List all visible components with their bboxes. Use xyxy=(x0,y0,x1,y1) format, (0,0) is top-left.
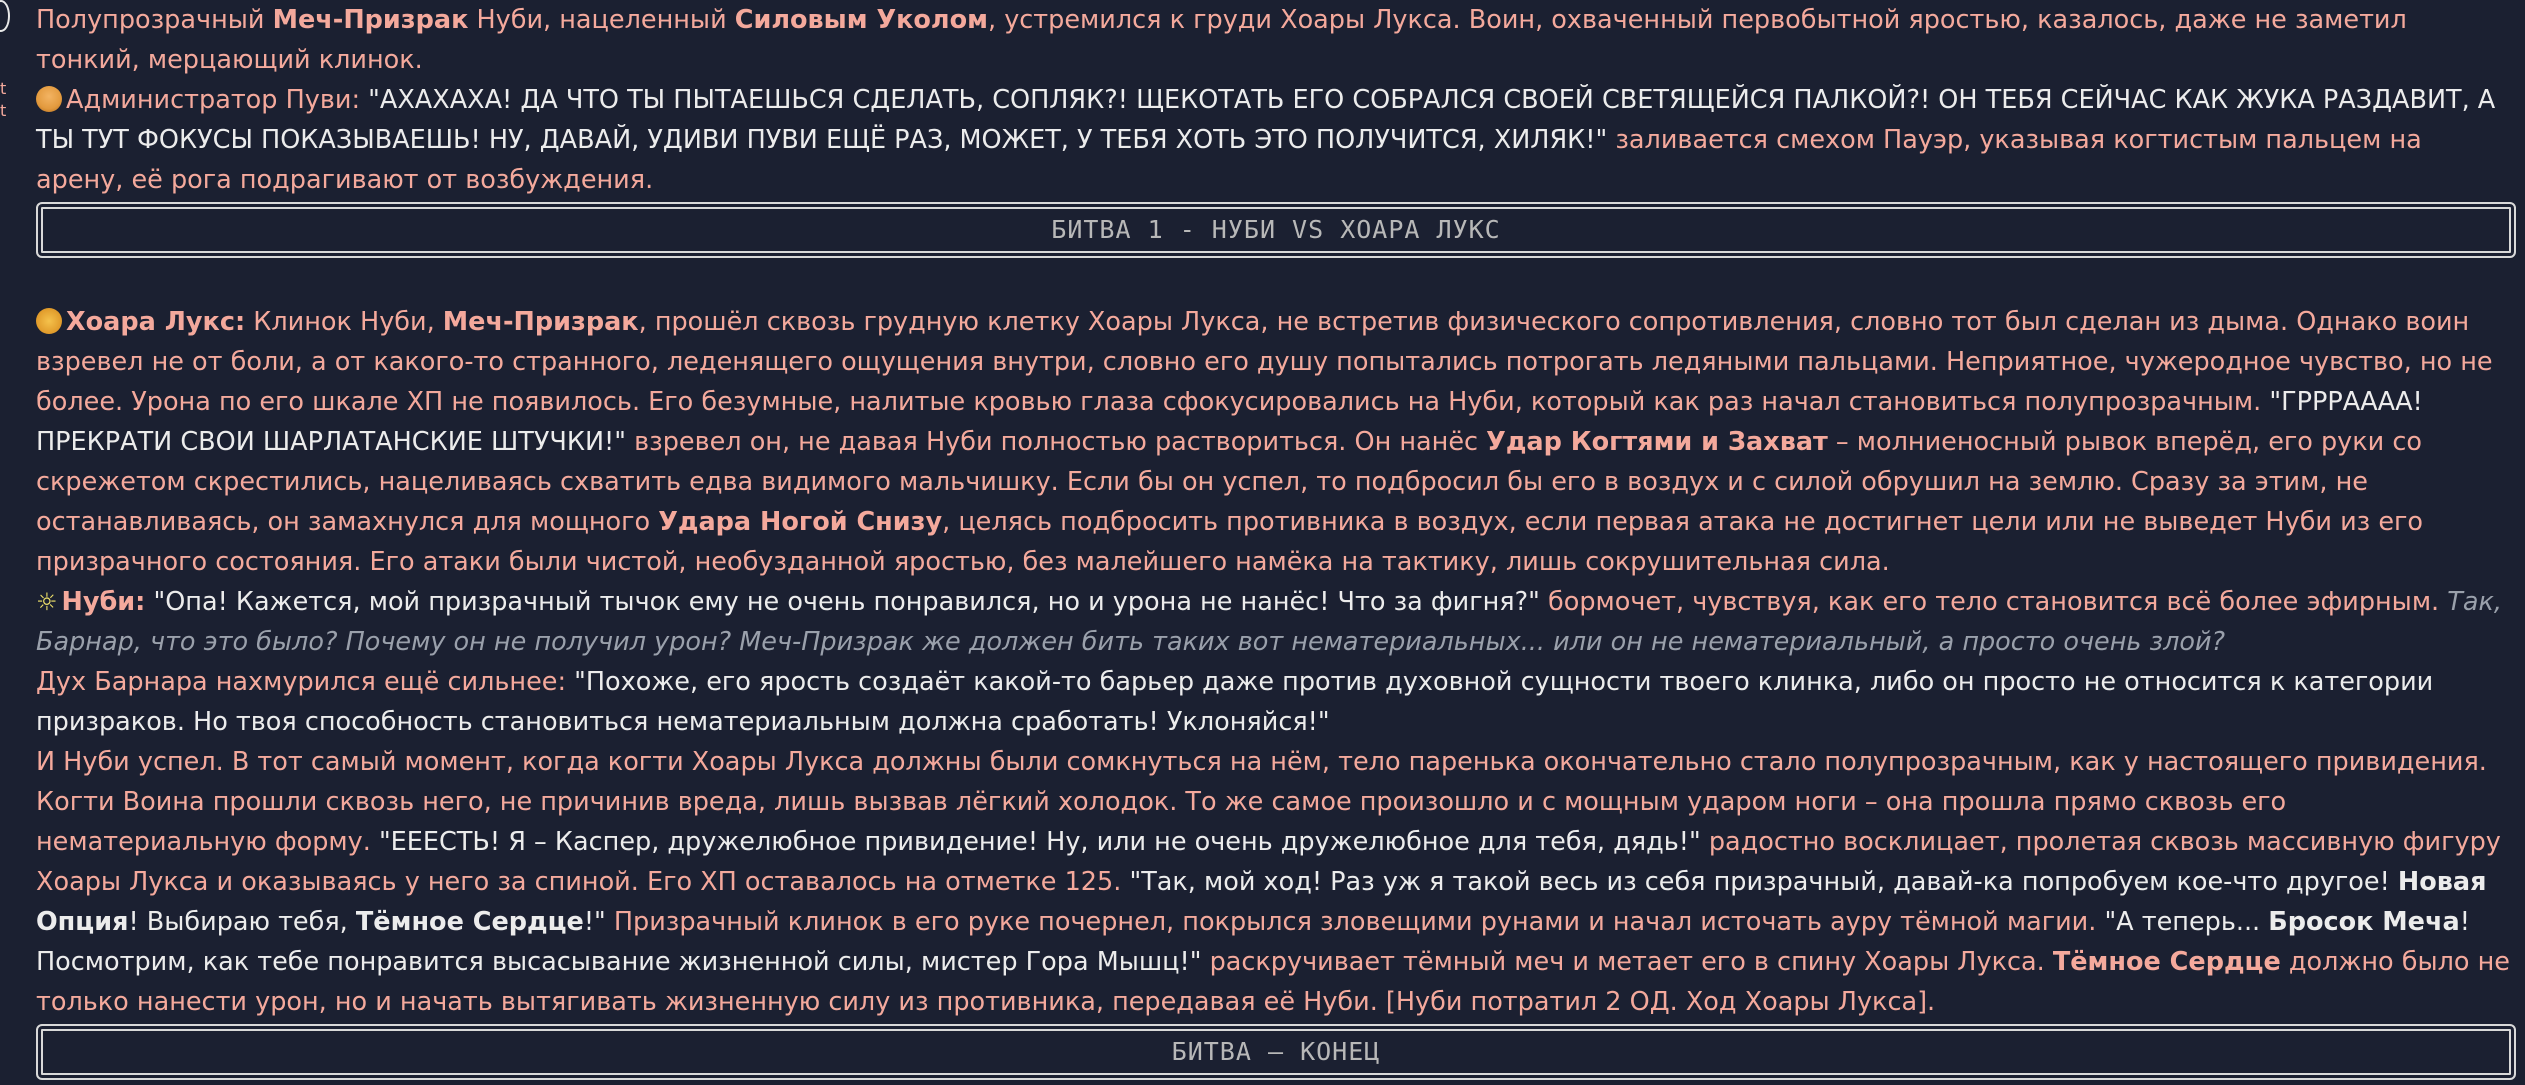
text: Клинок Нуби, xyxy=(245,307,443,337)
text: , целясь подбросить противника в воздух, если первая атака не достигнет цели или не выведет Нуби из его призрачного состояния. Его атаки были чистой, необузданной яростью, без малейшего намёка на тактику, лишь сокрушительная сила. xyxy=(36,507,2424,577)
speech: "Похоже, его ярость создаёт какой-то барьер даже против духовной сущности твоего клинка, либо он просто не относится к категории призраков. Но твоя способность становиться нематериальным должна сработать! Уклоняйся!" xyxy=(36,667,2434,737)
text: Полупрозрачный xyxy=(36,5,273,35)
sidebar-edge-marks: t t xyxy=(0,79,7,120)
hoara-message xyxy=(36,302,2516,582)
lion-face-icon xyxy=(36,308,62,334)
narration: заливается смехом Пауэр, указывая когтистым пальцем на арену, её рога подрагивают от возбуждения. xyxy=(36,125,2422,195)
narration: Дух Барнара нахмурился ещё сильнее: xyxy=(36,667,575,697)
speaker-name: Нуби: xyxy=(61,587,146,617)
new-option-term: Новая Опция xyxy=(36,867,2487,937)
narration-paragraph-1 xyxy=(36,0,2516,80)
speech: "Так, мой ход! Раз уж я такой весь из себя призрачный, давай-ка попробуем кое-что другое! xyxy=(1129,867,2398,897)
partial-avatar-icon xyxy=(0,0,10,32)
sun-icon: ☼ xyxy=(36,588,58,616)
text: И Нуби успел. В тот самый момент, когда когти Хоары Лукса должны были сомкнуться на нём, тело паренька окончательно стало полупрозрачным, как у настоящего привидения. Когти Воина прошли сквозь него, не причинив вреда, лишь вызвав лёгкий холодок. То же самое произошло и с мощным ударом ноги – она прошла прямо сквозь его нематериальную форму. xyxy=(36,747,2487,857)
narration-paragraph-2 xyxy=(36,742,2516,1022)
text: : xyxy=(351,85,369,115)
text: Призрачный клинок в его руке почернел, покрылся зловещими рунами и начал источать ауру тёмной магии. xyxy=(605,907,2105,937)
text: , устремился к груди Хоары Лукса. Воин, охваченный первобытной яростью, казалось, даже не заметил тонкий, мерцающий клинок. xyxy=(36,5,2407,75)
claw-grab-term: Удар Когтями и Захват xyxy=(1486,427,1828,457)
dark-heart-term: Тёмное Сердце xyxy=(355,907,584,937)
text: радостно восклицает, пролетая сквозь массивную фигуру Хоары Лукса и оказываясь у него за спиной. Его ХП оставалось на отметке 125. xyxy=(36,827,2501,897)
battle-title: БИТВА 1 - НУБИ VS ХОАРА ЛУКС xyxy=(1051,215,1501,244)
low-kick-term: Удара Ногой Снизу xyxy=(658,507,943,537)
spacer xyxy=(36,260,2516,302)
narration: бормочет, чувствуя, как его тело становится всё более эфирным. xyxy=(1539,587,2448,617)
text: взревел он, не давая Нуби полностью раствориться. Он нанёс xyxy=(626,427,1487,457)
speech: "АХАХАХА! ДА ЧТО ТЫ ПЫТАЕШЬСЯ СДЕЛАТЬ, СОПЛЯК?! ЩЕКОТАТЬ ЕГО СОБРАЛСЯ СВОЕЙ СВЕТЯЩЕЙСЯ ПАЛКОЙ?! ОН ТЕБЯ СЕЙЧАС КАК ЖУКА РАЗДАВИТ, А ТЫ ТУТ ФОКУСЫ ПОКАЗЫВАЕШЬ! НУ, ДАВАЙ, УДИВИ ПУВИ ЕЩЁ РАЗ, МОЖЕТ, У ТЕБЯ ХОТЬ ЭТО ПОЛУЧИТСЯ, ХИЛЯК!" xyxy=(36,85,2496,155)
ghost-sword-term: Меч-Призрак xyxy=(272,5,469,35)
barnar-message xyxy=(36,662,2516,742)
battle-banner xyxy=(36,202,2516,258)
sword-throw-term: Бросок Меча xyxy=(2268,907,2460,937)
admin-message xyxy=(36,80,2516,200)
battle-end-banner xyxy=(36,1024,2516,1080)
ghost-sword-term: Меч-Призрак xyxy=(442,307,639,337)
speaker-name: Хоара Лукс: xyxy=(66,307,246,337)
chat-log xyxy=(36,0,2516,1082)
battle-end-title: БИТВА – КОНЕЦ xyxy=(1171,1037,1381,1066)
text: , прошёл сквозь грудную клетку Хоары Лукса, не встретив физического сопротивления, словно тот был сделан из дыма. Однако воин взревел не от боли, а от какого-то странного, леденящего ощущения внутри, словно его душу попытались потрогать ледяными пальцами. Неприятное, чужеродное чувство, но не более. Урона по его шкале ХП не появилось. Его безумные, налитые кровью глаза сфокусировались на Нуби, который как раз начал становиться полупрозрачным. xyxy=(36,307,2493,417)
thought: Так, Барнар, что это было? Почему он не получил урон? Меч-Призрак же должен бить таких вот нематериальных... или он не нематериальный, а просто очень злой? xyxy=(36,587,2502,657)
speech: "ГРРРАААА! ПРЕКРАТИ СВОИ ШАРЛАТАНСКИЕ ШТУЧКИ!" xyxy=(36,387,2423,457)
text: – молниеносный рывок вперёд, его руки со скрежетом скрестились, нацеливаясь схватить едва видимого мальчишку. Если бы он успел, то подбросил бы его в воздух и с силой обрушил на землю. Сразу за этим, не останавливаясь, он замахнулся для мощного xyxy=(36,427,2422,537)
speech: ! Выбираю тебя, xyxy=(128,907,356,937)
text: Нуби, нацеленный xyxy=(468,5,735,35)
speech: !" xyxy=(583,907,606,937)
force-thrust-term: Силовым Уколом xyxy=(734,5,988,35)
speech: "Опа! Кажется, мой призрачный тычок ему не очень понравился, но и урона не нанёс! Что за фигня?" xyxy=(145,587,1540,617)
speech: "А теперь... xyxy=(2104,907,2269,937)
speech: ! Посмотрим, как тебе понравится высасывание жизненной силы, мистер Гора Мышц!" xyxy=(36,907,2470,977)
admin-face-icon xyxy=(36,86,62,112)
text: раскручивает тёмный меч и метает его в спину Хоары Лукса. xyxy=(1201,947,2053,977)
speaker-name: Администратор Пуви xyxy=(66,85,352,115)
noobie-message xyxy=(36,582,2516,662)
dark-heart-term: Тёмное Сердце xyxy=(2052,947,2281,977)
text: должно было не только нанести урон, но и начать вытягивать жизненную силу из противника, передавая её Нуби. [Нуби потратил 2 ОД. Ход Хоары Лукса]. xyxy=(36,947,2510,1017)
speech: "ЕЕЕСТЬ! Я – Каспер, дружелюбное привидение! Ну, или не очень дружелюбное для тебя, дядь!" xyxy=(378,827,1701,857)
